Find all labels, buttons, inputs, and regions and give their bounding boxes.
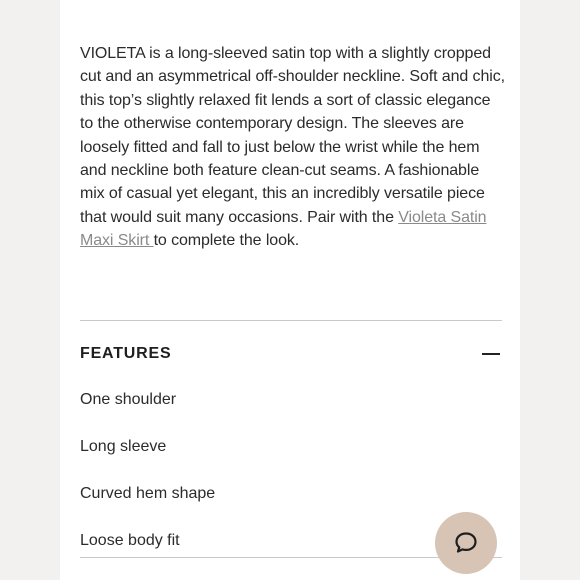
section-divider bbox=[80, 320, 502, 321]
feature-item: One shoulder bbox=[80, 391, 177, 408]
violeta-satin-maxi-skirt-link[interactable]: Violeta Satin Maxi Skirt bbox=[80, 208, 487, 250]
features-title: FEATURES bbox=[80, 345, 172, 362]
feature-item: Curved hem shape bbox=[80, 485, 216, 502]
description-text: VIOLETA is a long-sleeved satin top with a slightly cropped cut and an asymmetrical off-shoulder neckline. Soft and chic, this top’s slightly relaxed fit lends a sort of classic elegance to the otherwise contemporary design. The sleeves are loosely fitted and fall to just below the wrist while the hem and neckline both feature clean-cut seams. A fashionable mix of casual yet elegant, this an incredibly versatile piece that would suit many occasions. Pair with the bbox=[80, 45, 505, 226]
feature-item: Loose body fit bbox=[80, 532, 180, 549]
product-description bbox=[80, 42, 505, 253]
chat-bubble-icon bbox=[453, 530, 479, 556]
feature-item: Long sleeve bbox=[80, 438, 167, 455]
chat-button[interactable] bbox=[435, 512, 497, 574]
features-accordion-header[interactable] bbox=[80, 339, 502, 369]
minus-icon[interactable] bbox=[480, 343, 502, 365]
description-text-end: to complete the look. bbox=[153, 232, 300, 250]
